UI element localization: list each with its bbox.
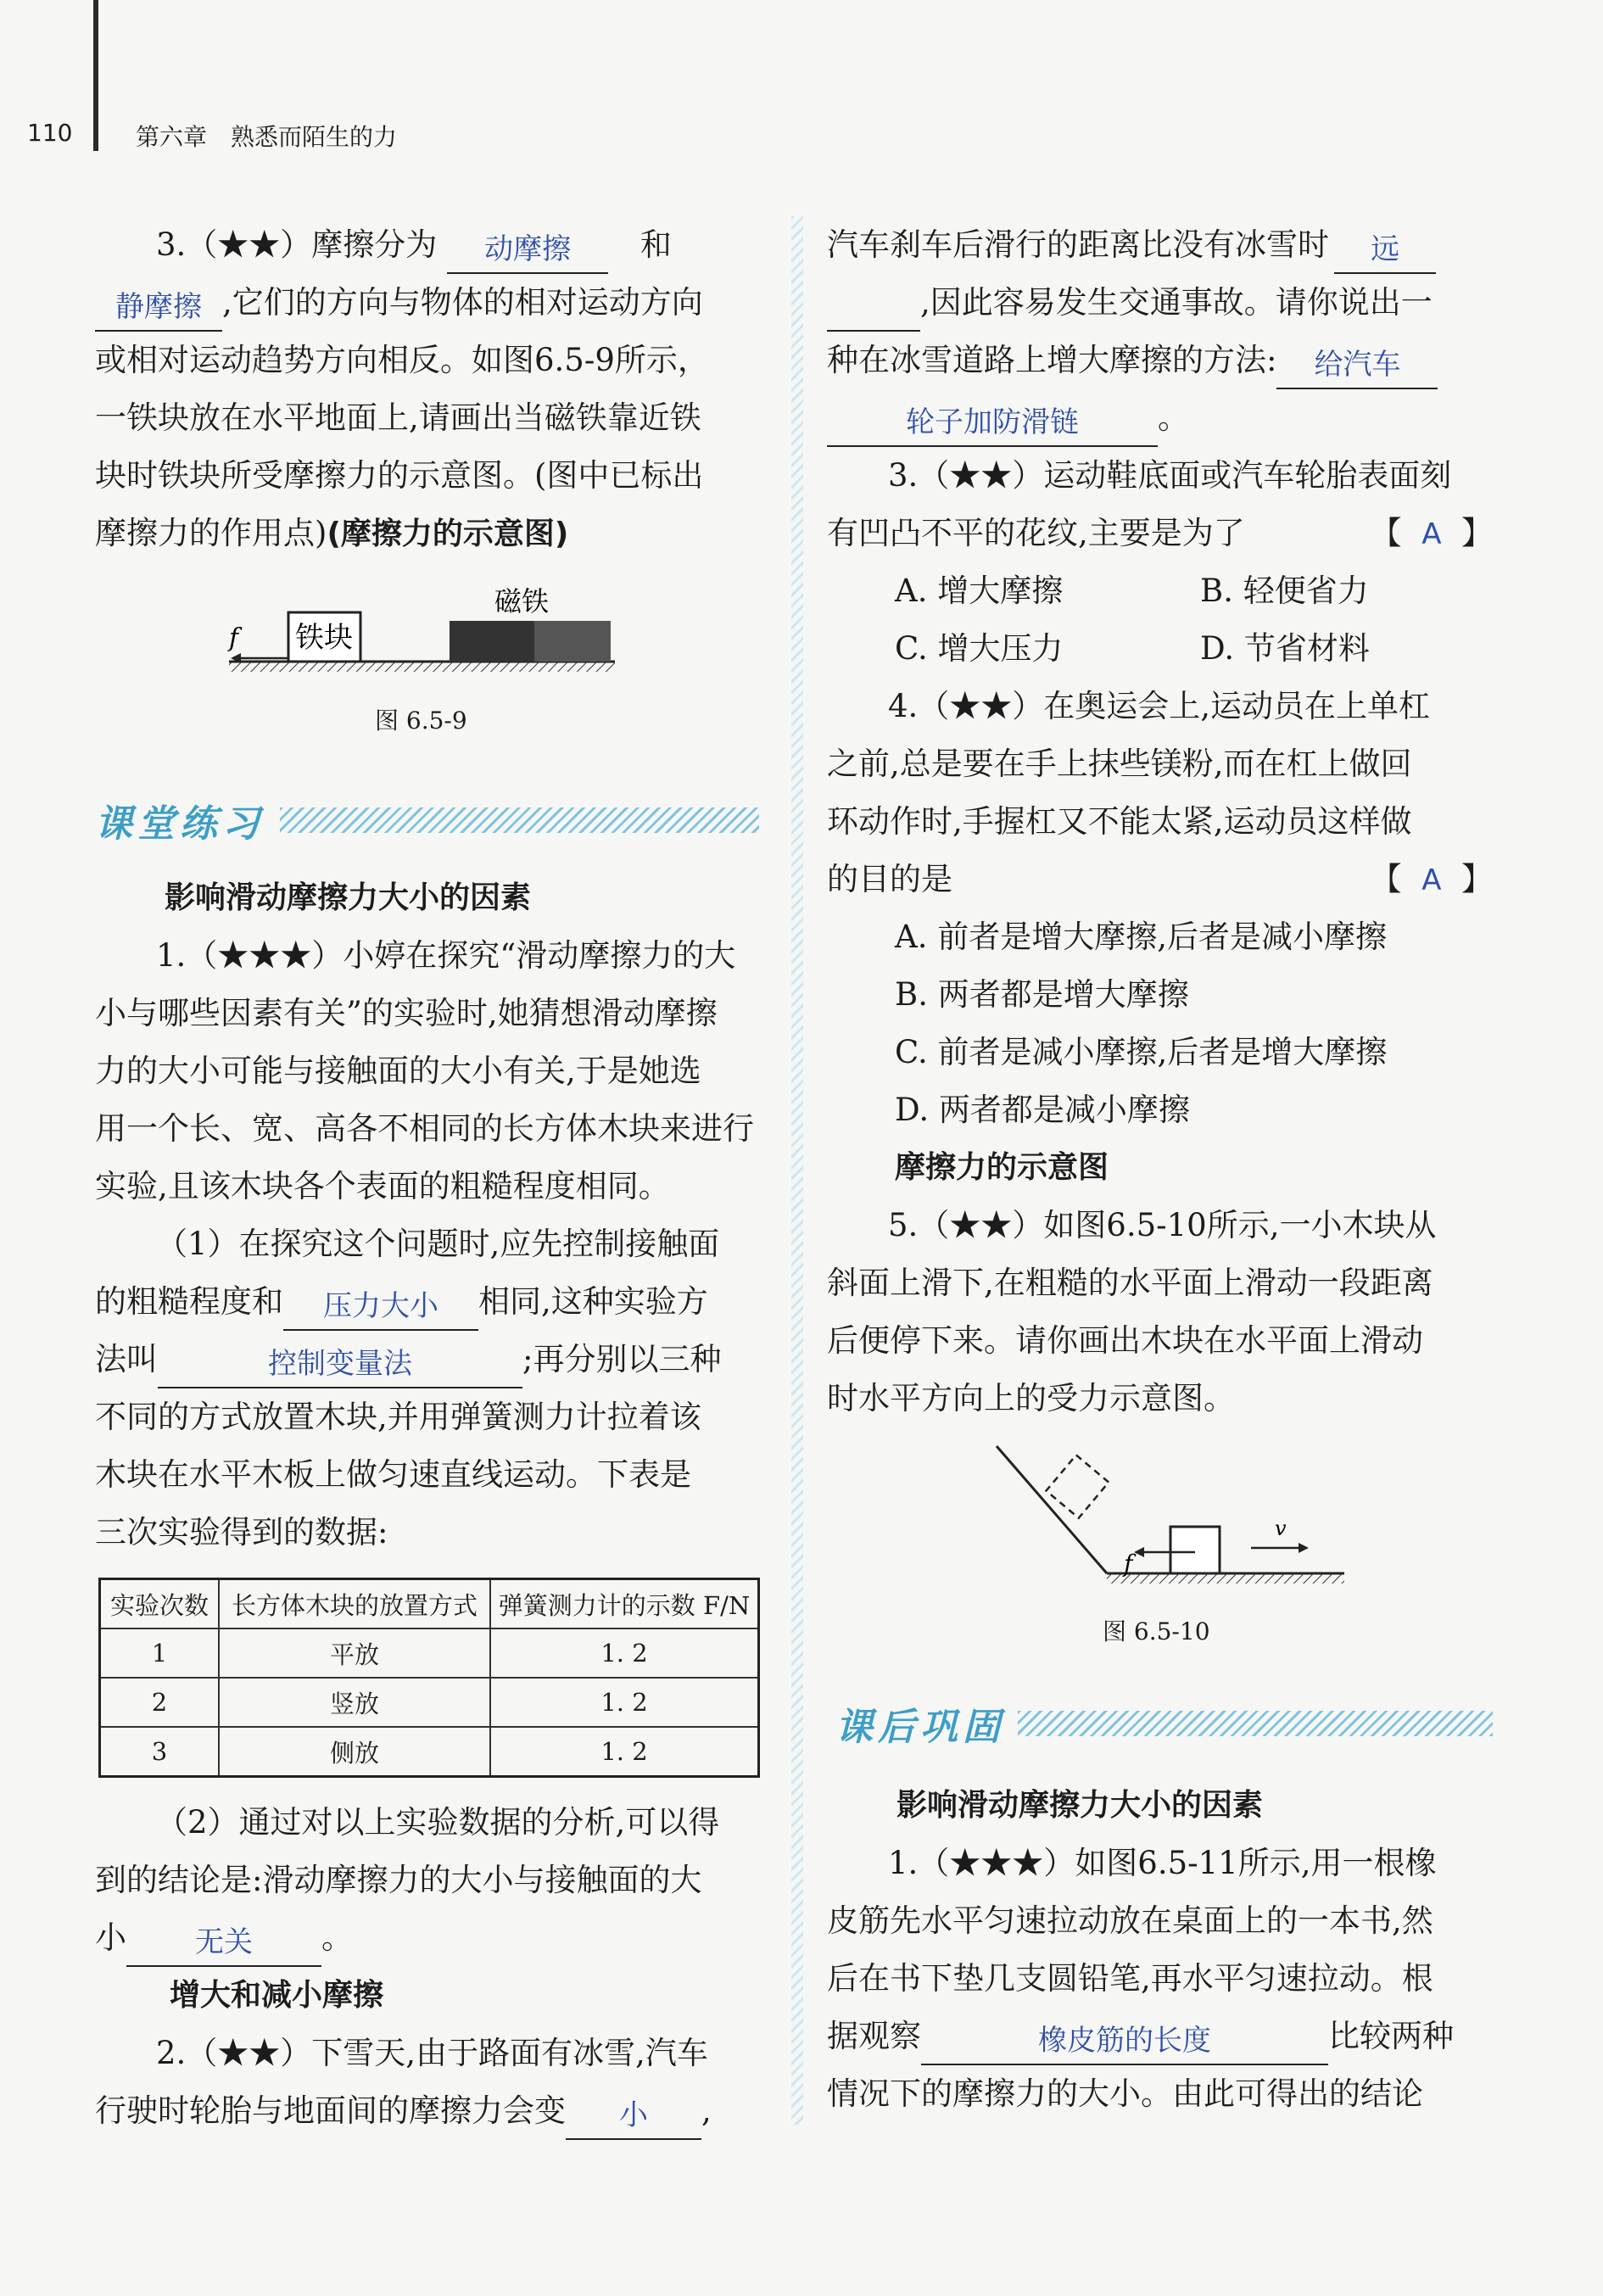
paragraph-line: 的目的是 【 A 】 <box>827 851 1493 908</box>
velocity-label: v <box>1275 1517 1287 1540</box>
paragraph-line: 力的大小可能与接触面的大小有关,于是她选 <box>95 1053 701 1089</box>
left-column-3 <box>95 1794 761 2140</box>
answer-blank: 压力大小 <box>283 1288 478 1331</box>
column-divider <box>791 216 803 2125</box>
chapter-title: 第六章 熟悉而陌生的力 <box>136 123 398 151</box>
subheading: 摩擦力的示意图 <box>895 1150 1109 1185</box>
magnet-right <box>534 621 611 662</box>
paragraph-line: 的粗糙程度和 压力大小 相同,这种实验方 <box>95 1273 761 1331</box>
table-header: 弹簧测力计的示数 F/N <box>490 1579 759 1629</box>
incline <box>997 1446 1107 1573</box>
table-row: 3 侧放 1. 2 <box>100 1727 759 1777</box>
paragraph-line: 用一个长、宽、高各不相同的长方体木块来进行 <box>95 1110 754 1147</box>
paragraph-line: （2）通过对以上实验数据的分析,可以得 <box>156 1804 720 1841</box>
answer-blank: 轮子加防滑链 <box>827 405 1158 447</box>
left-column-2 <box>95 869 761 1561</box>
answer-bracket: 【 A 】 <box>1370 861 1493 897</box>
paragraph-line: 时水平方向上的受力示意图。 <box>827 1380 1235 1416</box>
subheading: 影响滑动摩擦力大小的因素 <box>165 880 532 915</box>
dashed-block <box>1046 1455 1109 1517</box>
answer-blank: 小 <box>566 2098 701 2140</box>
figure-caption: 图 6.5-10 <box>1103 1617 1210 1645</box>
table-header-row <box>100 1579 759 1629</box>
paragraph-line: 5.（★★）如图6.5-10所示,一小木块从 <box>888 1207 1437 1243</box>
figure-6-5-9 <box>221 577 628 687</box>
subheading: 增大和减小摩擦 <box>170 1978 384 2013</box>
paragraph-line: 斜面上滑下,在粗糙的水平面上滑动一段距离 <box>827 1265 1433 1301</box>
answer-blank: 动摩擦 <box>447 232 608 274</box>
answer-text: (摩擦力的示意图) <box>327 517 569 551</box>
paragraph-line: 不同的方式放置木块,并用弹簧测力计拉着该 <box>95 1399 701 1435</box>
paragraph-line: 1.（★★★）如图6.5-11所示,用一根橡 <box>888 1845 1437 1881</box>
table-row: 1 平放 1. 2 <box>100 1628 759 1678</box>
paragraph-line: 3.（★★）运动鞋底面或汽车轮胎表面刻 <box>888 457 1452 494</box>
table-header: 长方体木块的放置方式 <box>219 1579 490 1629</box>
friction-label: f <box>229 623 239 653</box>
paragraph-line: 环动作时,手握杠又不能太紧,运动员这样做 <box>827 803 1412 840</box>
option: C. 增大压力 <box>895 630 1064 667</box>
paragraph-line: 轮子加防滑链 。 <box>827 389 1493 447</box>
answer-blank: 给汽车 <box>1276 347 1438 389</box>
paragraph-line: 三次实验得到的数据: <box>95 1514 388 1550</box>
paragraph-line: 小 无关 。 <box>95 1909 761 1967</box>
option: D. 两者都是减小摩擦 <box>895 1092 1190 1128</box>
answer-blank: 控制变量法 <box>158 1346 522 1388</box>
options-row <box>827 562 1493 620</box>
paragraph-line: 实验,且该木块各个表面的粗糙程度相同。 <box>95 1168 670 1204</box>
answer-blank: 远 <box>1334 232 1436 274</box>
paragraph-line: 种在冰雪道路上增大摩擦的方法: 给汽车 <box>827 332 1493 389</box>
paragraph-line: 2.（★★）下雪天,由于路面有冰雪,汽车 <box>156 2035 708 2071</box>
options-row <box>827 620 1493 678</box>
subheading: 影响滑动摩擦力大小的因素 <box>896 1788 1264 1823</box>
paragraph-line: 有凹凸不平的花纹,主要是为了 【 A 】 <box>827 505 1493 562</box>
friction-label: f <box>1124 1550 1133 1578</box>
paragraph-line: 后便停下来。请你画出木块在水平面上滑动 <box>827 1322 1423 1359</box>
figure-6-5-10 <box>988 1438 1361 1599</box>
paragraph-line: （1）在探究这个问题时,应先控制接触面 <box>156 1226 720 1262</box>
magnet-left <box>450 621 534 662</box>
ground <box>229 662 615 672</box>
table-row: 2 竖放 1. 2 <box>100 1678 759 1727</box>
page-edge-bar <box>93 0 98 151</box>
right-column-2 <box>827 1777 1493 2123</box>
paragraph-line: 情况下的摩擦力的大小。由此可得出的结论 <box>827 2075 1423 2112</box>
section-hatch <box>1018 1711 1493 1736</box>
q3-line2: 静摩擦 ,它们的方向与物体的相对运动方向 <box>95 274 761 332</box>
wood-block <box>1170 1527 1220 1573</box>
option: A. 增大摩擦 <box>895 573 1064 609</box>
table-header: 实验次数 <box>100 1579 220 1629</box>
paragraph-line: 4.（★★）在奥运会上,运动员在上单杠 <box>888 688 1431 724</box>
paragraph-line: 据观察 橡皮筋的长度 比较两种 <box>827 2008 1493 2065</box>
paragraph-line: 法叫 控制变量法 ;再分别以三种 <box>95 1331 761 1388</box>
option: C. 前者是减小摩擦,后者是增大摩擦 <box>895 1034 1388 1070</box>
answer-blank: 无关 <box>126 1925 321 1967</box>
section-hatch <box>280 807 759 833</box>
experiment-table <box>98 1578 760 1778</box>
left-column <box>95 216 761 562</box>
paragraph-line: 1.（★★★）小婷在探究“滑动摩擦力的大 <box>156 937 736 974</box>
section-header-after: 课后巩固 <box>835 1706 1005 1749</box>
answer-blank: 橡皮筋的长度 <box>921 2023 1328 2065</box>
q3-line5: 块时铁块所受摩擦力的示意图。(图中已标出 <box>95 457 704 494</box>
paragraph-line: 皮筋先水平匀速拉动放在桌面上的一本书,然 <box>827 1902 1433 1939</box>
paragraph-line: 行驶时轮胎与地面间的摩擦力会变 小 , <box>95 2082 761 2140</box>
right-column <box>827 216 1493 1427</box>
option: B. 轻便省力 <box>1200 573 1369 609</box>
option: A. 前者是增大摩擦,后者是减小摩擦 <box>895 919 1388 955</box>
magnet-label: 磁铁 <box>494 585 550 617</box>
paragraph-line: 到的结论是:滑动摩擦力的大小与接触面的大 <box>95 1862 702 1898</box>
q3-line3: 或相对运动趋势方向相反。如图6.5-9所示， <box>95 342 709 378</box>
option: B. 两者都是增大摩擦 <box>895 976 1189 1013</box>
paragraph-line: 小与哪些因素有关”的实验时,她猜想滑动摩擦 <box>95 995 718 1031</box>
section-header-practice: 课堂练习 <box>95 802 265 846</box>
q3-line6: 摩擦力的作用点)(摩擦力的示意图) <box>95 515 569 551</box>
answer-bracket: 【 A 】 <box>1370 515 1493 551</box>
paragraph-line: 木块在水平木板上做匀速直线运动。下表是 <box>95 1456 691 1493</box>
answer-blank <box>827 289 920 332</box>
paragraph-line: 后在书下垫几支圆铅笔,再水平匀速拉动。根 <box>827 1960 1433 1997</box>
paragraph-line: ,因此容易发生交通事故。请你说出一 <box>827 274 1493 332</box>
figure-caption: 图 6.5-9 <box>375 707 467 735</box>
iron-block-label: 铁块 <box>295 621 353 655</box>
paragraph-line: 汽车刹车后滑行的距离比没有冰雪时 远 <box>827 216 1493 274</box>
answer-blank: 静摩擦 <box>95 289 222 332</box>
option: D. 节省材料 <box>1200 630 1370 667</box>
paragraph-line: 之前,总是要在手上抹些镁粉,而在杠上做回 <box>827 746 1412 782</box>
page-number: 110 <box>27 119 73 147</box>
q3-line1: 3.（★★）摩擦分为 动摩擦 和 <box>95 216 761 274</box>
q3-line4: 一铁块放在水平地面上,请画出当磁铁靠近铁 <box>95 399 701 436</box>
